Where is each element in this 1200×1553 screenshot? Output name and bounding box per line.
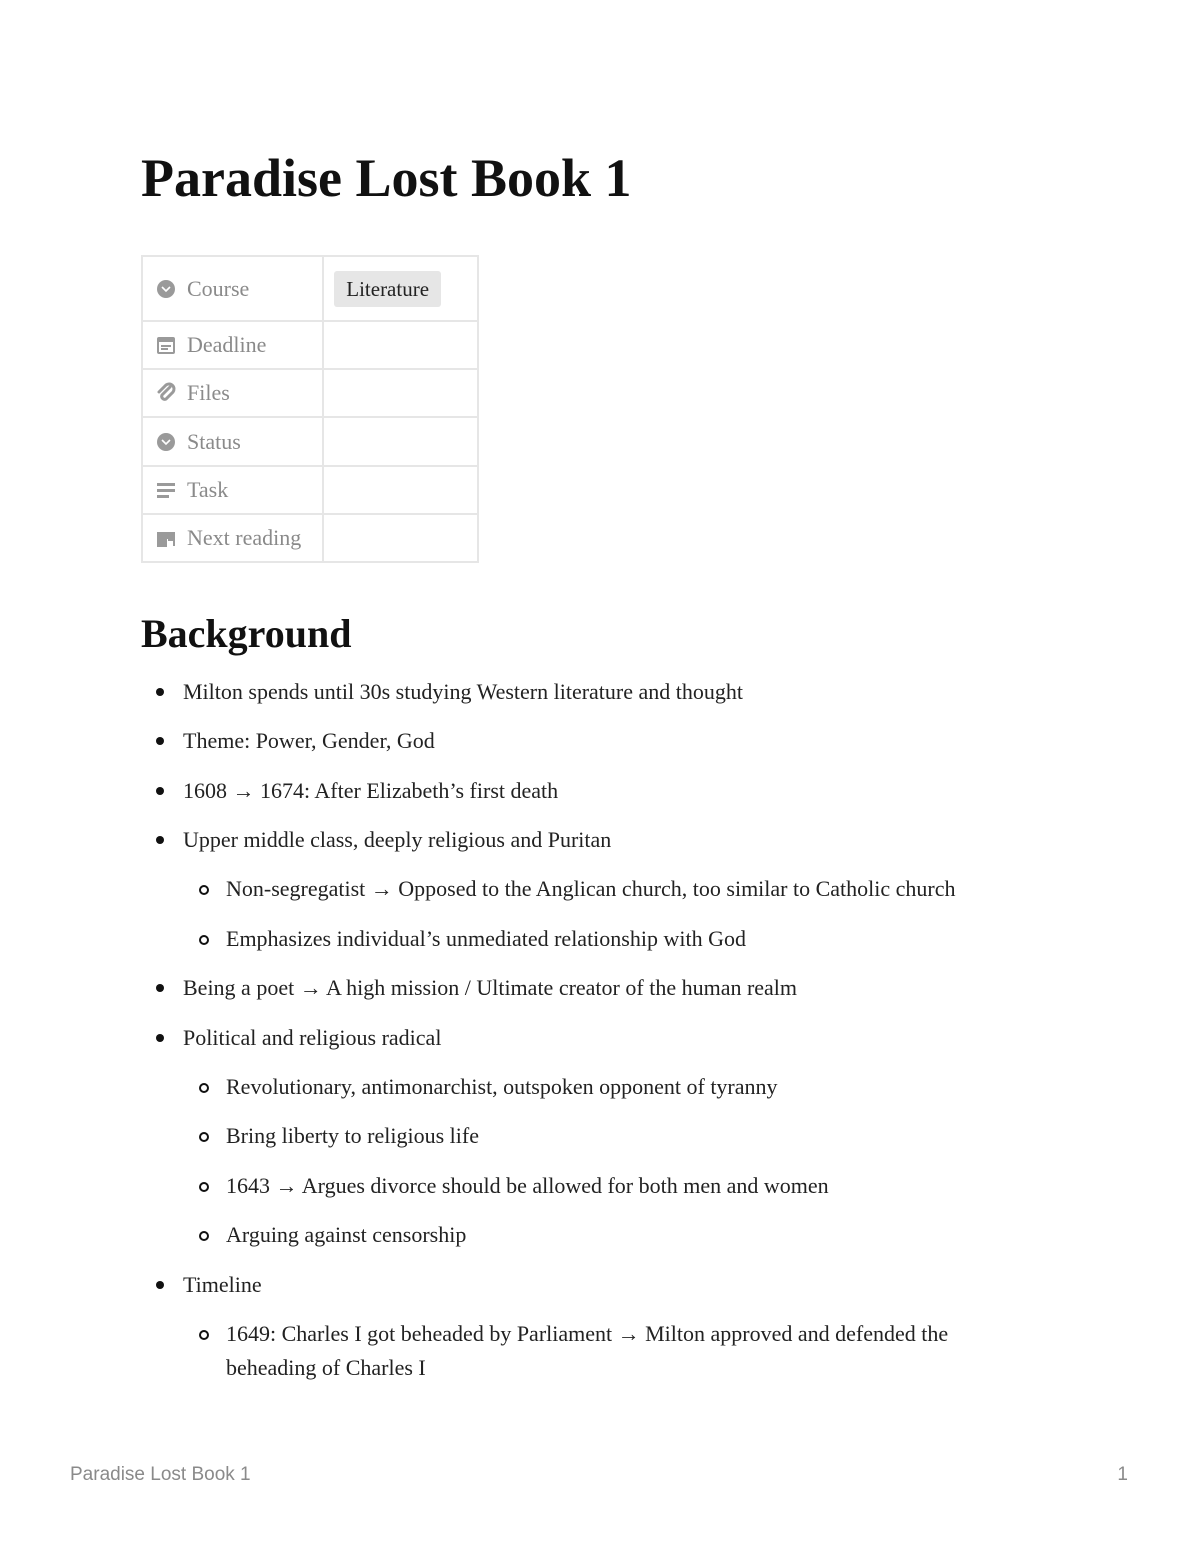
list-item: Theme: Power, Gender, God <box>183 728 435 753</box>
list-item: Upper middle class, deeply religious and Puritan <box>183 827 612 852</box>
list-item: Being a poet → A high mission / Ultimate creator of the human realm <box>183 975 798 1000</box>
property-key <box>143 332 322 358</box>
task-value[interactable] <box>323 466 478 514</box>
select-icon <box>155 278 177 300</box>
bullet-circle <box>199 1330 209 1340</box>
list-item: 1608 → 1674: After Elizabeth’s first death <box>183 778 559 803</box>
bullet-disc <box>156 787 164 795</box>
property-label-status: Status <box>187 428 241 454</box>
relation-icon <box>155 527 177 549</box>
property-label-next-reading: Next reading <box>187 525 302 550</box>
section-heading: Background <box>141 611 352 656</box>
property-key <box>143 429 322 455</box>
property-label-task: Task <box>187 477 229 502</box>
list-item: Revolutionary, antimonarchist, outspoken opponent of tyranny <box>226 1074 778 1099</box>
list-item: 1649: Charles I got beheaded by Parliament → Milton approved and defended the beheading of Charles I <box>226 1321 949 1380</box>
list-item: Milton spends until 30s studying Western literature and thought <box>183 679 743 704</box>
property-row-deadline <box>142 321 478 369</box>
property-row-course <box>142 256 478 321</box>
bullet-disc <box>156 836 164 844</box>
course-tag[interactable]: Literature <box>334 271 441 307</box>
property-label-files: Files <box>187 380 230 405</box>
bullet-disc <box>156 688 164 696</box>
bullet-circle <box>199 935 209 945</box>
page-title: Paradise Lost Book 1 <box>141 148 632 208</box>
bullet-disc <box>156 1281 164 1289</box>
page-number: 1 <box>1117 1464 1128 1485</box>
property-key <box>143 276 322 302</box>
property-row-status <box>142 417 478 466</box>
property-label-course: Course <box>187 275 250 301</box>
bullet-circle <box>199 1083 209 1093</box>
bullet-circle <box>199 1182 209 1192</box>
properties-table <box>141 255 479 563</box>
property-label-deadline: Deadline <box>187 332 267 357</box>
property-row-files <box>142 369 478 417</box>
list-item: Arguing against censorship <box>226 1222 467 1247</box>
property-row-task <box>142 466 478 514</box>
property-key <box>143 525 322 551</box>
list-item: Non-segregatist → Opposed to the Anglican church, too similar to Catholic church <box>226 876 956 901</box>
footer-title: Paradise Lost Book 1 <box>70 1464 251 1485</box>
status-icon <box>155 431 177 453</box>
property-key <box>143 380 322 406</box>
property-key <box>143 477 322 503</box>
property-row-next-reading <box>142 514 478 562</box>
list-item: Bring liberty to religious life <box>226 1123 479 1148</box>
bullet-circle <box>199 885 209 895</box>
status-value[interactable] <box>323 417 478 466</box>
bullet-disc <box>156 1034 164 1042</box>
bullet-disc <box>156 984 164 992</box>
deadline-value[interactable] <box>323 321 478 369</box>
bullet-circle <box>199 1132 209 1142</box>
bullet-disc <box>156 737 164 745</box>
calendar-icon <box>155 334 177 356</box>
paperclip-icon <box>155 382 177 404</box>
list-item: Emphasizes individual’s unmediated relationship with God <box>226 926 746 951</box>
list-item: 1643 → Argues divorce should be allowed for both men and women <box>226 1173 829 1198</box>
bullet-circle <box>199 1231 209 1241</box>
next-reading-value[interactable] <box>323 514 478 562</box>
files-value[interactable] <box>323 369 478 417</box>
list-item: Timeline <box>183 1272 262 1297</box>
list-item: Political and religious radical <box>183 1025 442 1050</box>
text-lines-icon <box>155 479 177 501</box>
